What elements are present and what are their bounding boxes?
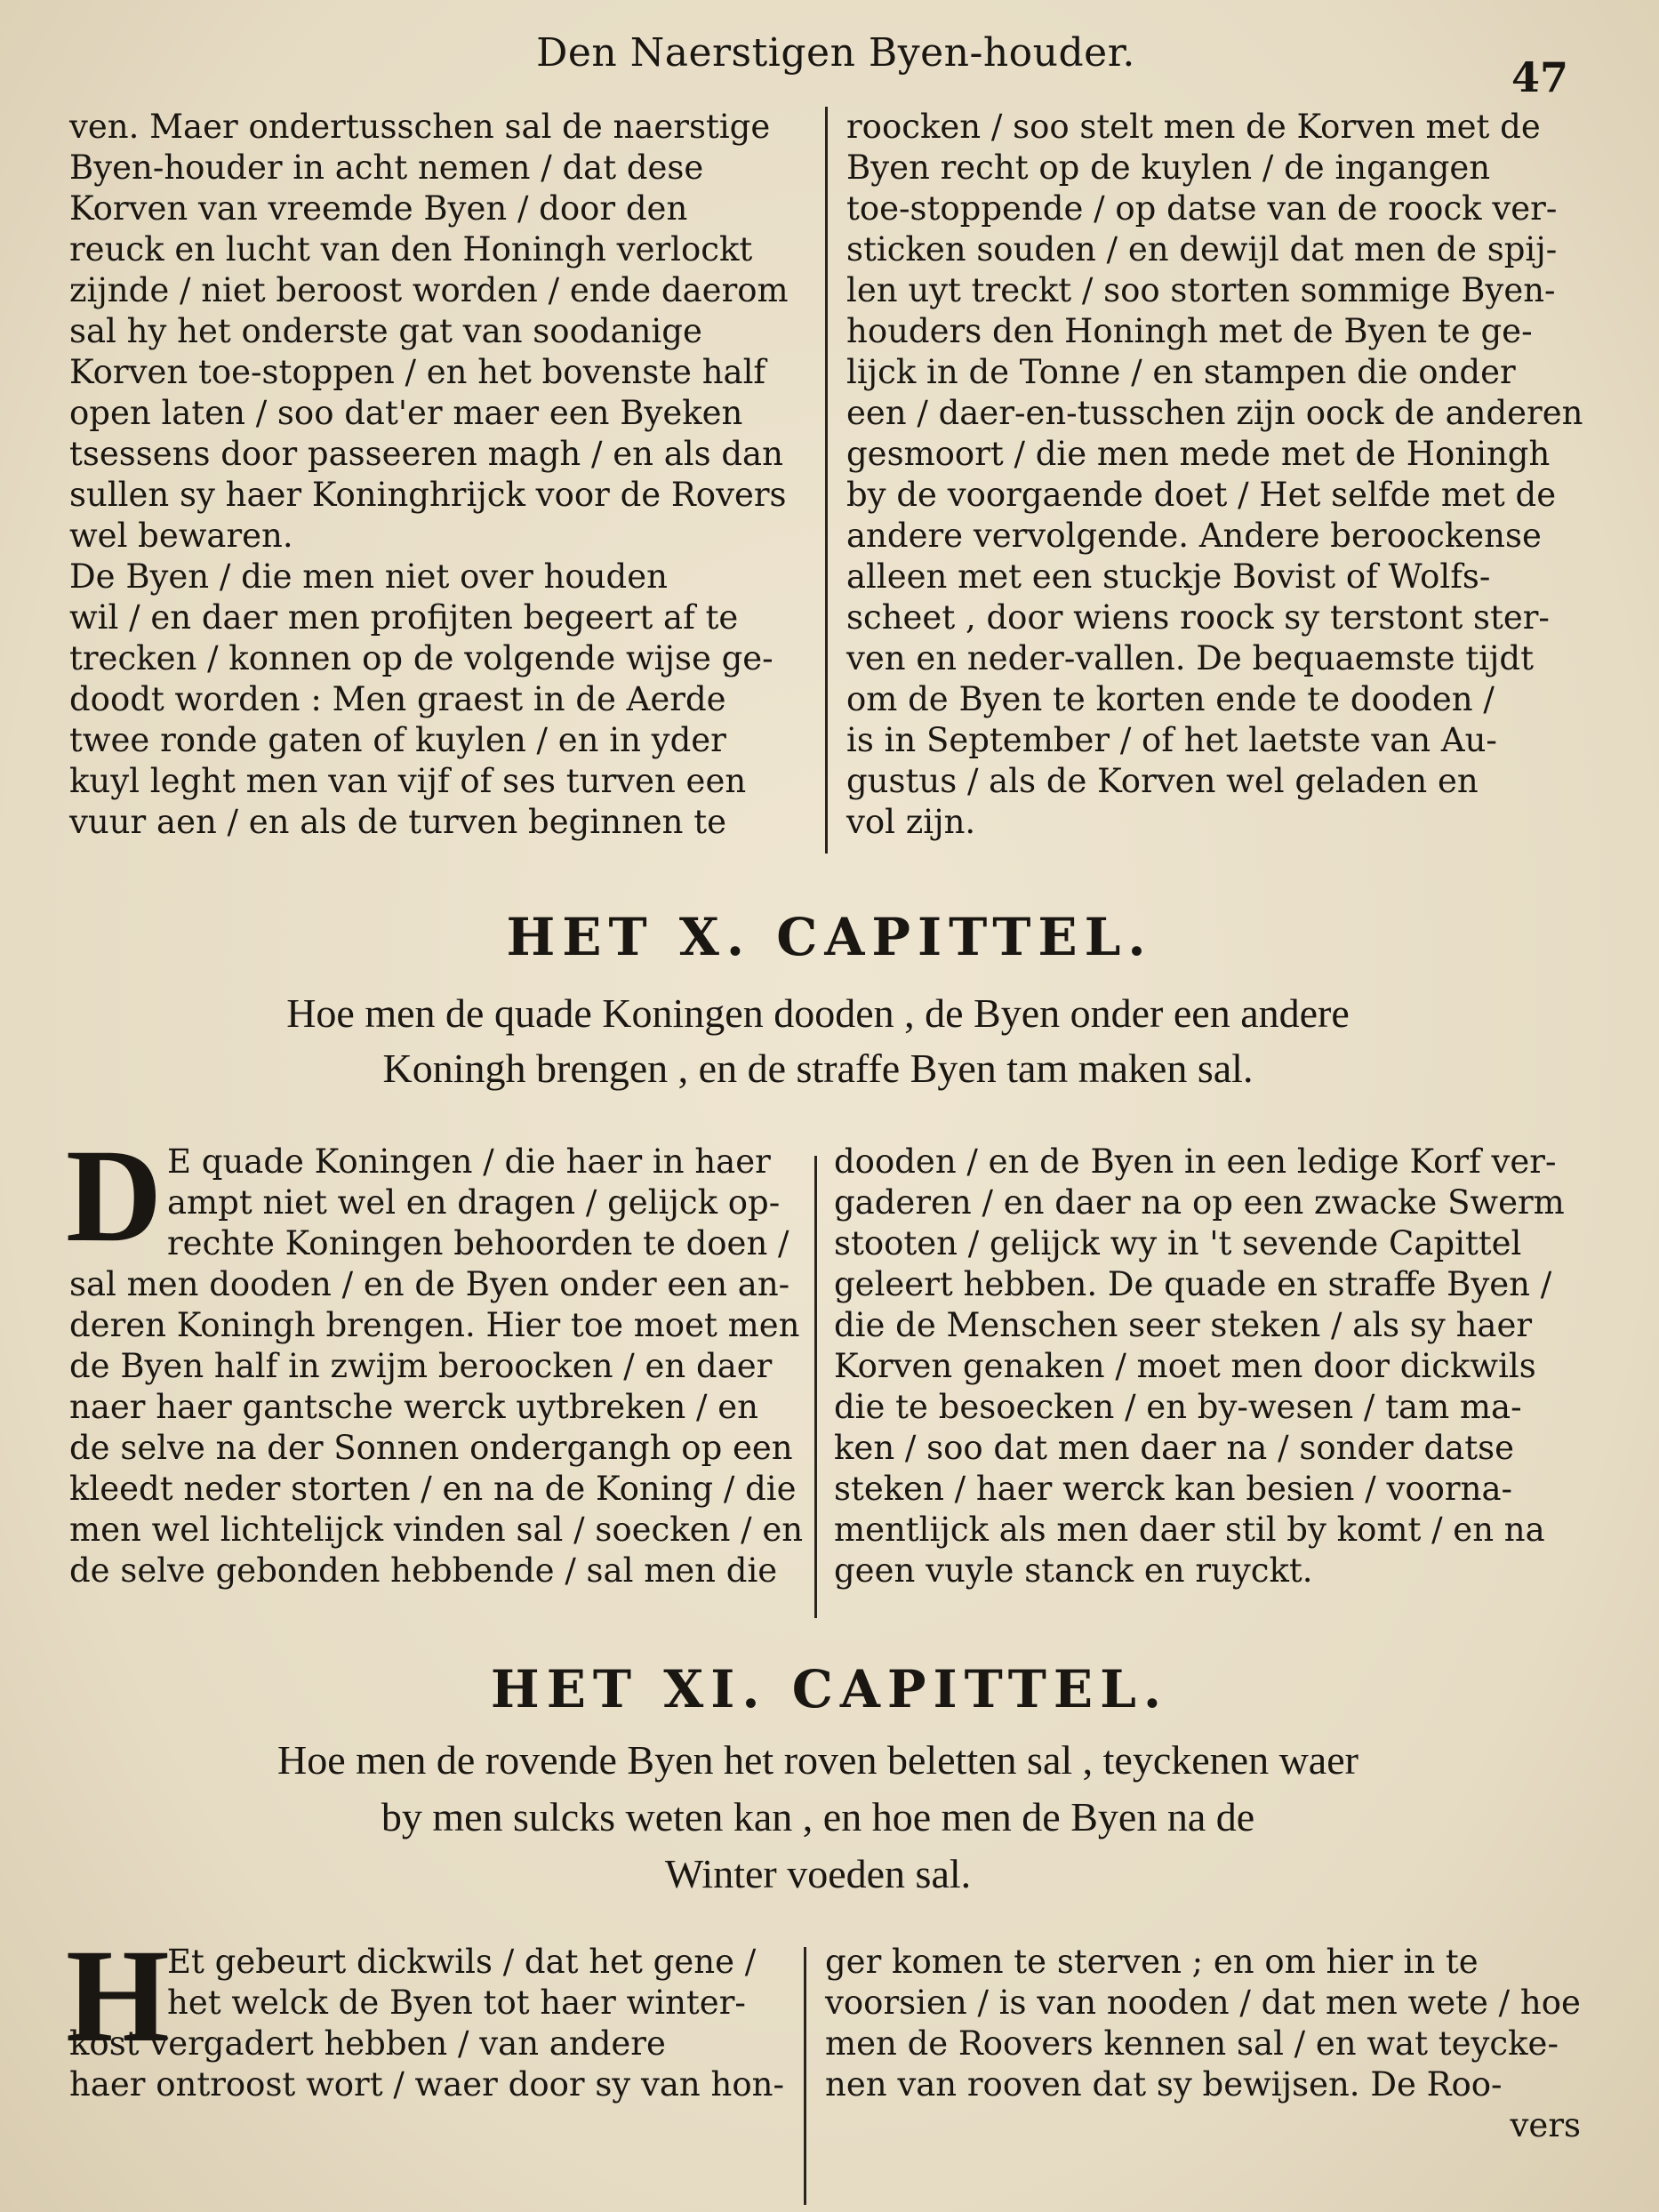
text-line: Byen recht op de kuylen / de ingangen bbox=[846, 148, 1491, 187]
text-line: wil / en daer men profijten begeert af te bbox=[69, 598, 739, 637]
text-line: sullen sy haer Koninghrijck voor de Rovers bbox=[69, 476, 787, 514]
top-left-column bbox=[69, 107, 807, 843]
text-line: open laten / soo dat'er maer een Byeken bbox=[69, 394, 743, 432]
text-line: deren Koningh brengen. Hier toe moet men bbox=[69, 1306, 800, 1344]
text-line: scheet , door wiens roock sy terstont ster- bbox=[846, 598, 1550, 637]
column-rule-top bbox=[825, 107, 828, 854]
text-line: sticken souden / en dewijl dat men de spij- bbox=[846, 230, 1558, 268]
text-line: voorsien / is van nooden / dat men wete / hoe bbox=[825, 1984, 1581, 2022]
text-line: stooten / gelijck wy in 't sevende Capittel bbox=[834, 1224, 1522, 1262]
text-line: steken / haer werck kan besien / voorna- bbox=[834, 1470, 1512, 1508]
text-line: houders den Honingh met de Byen te ge- bbox=[846, 312, 1533, 350]
text-line: ampt niet wel en dragen / gelijck op- bbox=[167, 1183, 781, 1222]
chapter-x-right-column bbox=[834, 1142, 1581, 1591]
text-line: vuur aen / en als de turven beginnen te bbox=[69, 803, 727, 841]
chapter-x-drop-cap: D bbox=[66, 1122, 163, 1270]
text-line: wel bewaren. bbox=[69, 517, 293, 555]
text-line: Byen-houder in acht nemen / dat dese bbox=[69, 148, 704, 187]
text-line: lijck in de Tonne / en stampen die onder bbox=[846, 353, 1516, 391]
chapter-xi-subtitle-line3: Winter voeden sal. bbox=[664, 1851, 972, 1896]
text-line: de selve gebonden hebbende / sal men die bbox=[69, 1551, 778, 1590]
text-line: kuyl leght men van vijf of ses turven een bbox=[69, 762, 747, 800]
text-line: Et gebeurt dickwils / dat het gene / bbox=[167, 1943, 757, 1981]
text-line: een / daer-en-tusschen zijn oock de anderen bbox=[846, 394, 1583, 432]
text-line: tsessens door passeeren magh / en als dan bbox=[69, 435, 783, 473]
text-line: twee ronde gaten of kuylen / en in yder bbox=[69, 721, 726, 759]
text-line: gaderen / en daer na op een zwacke Swerm bbox=[834, 1183, 1565, 1222]
text-line: De Byen / die men niet over houden bbox=[69, 557, 668, 596]
text-line: het welck de Byen tot haer winter- bbox=[167, 1984, 746, 2022]
text-line: is in September / of het laetste van Au- bbox=[846, 721, 1497, 759]
text-line: sal hy het onderste gat van soodanige bbox=[69, 312, 702, 350]
column-rule-chapter-x bbox=[814, 1156, 817, 1618]
text-line: de selve na der Sonnen ondergangh op een bbox=[69, 1429, 793, 1467]
chapter-xi-title: HET XI. CAPITTEL. bbox=[490, 1659, 1169, 1719]
text-line: len uyt treckt / soo storten sommige Byen- bbox=[846, 271, 1556, 309]
text-line: die de Menschen seer steken / als sy haer bbox=[834, 1306, 1533, 1344]
running-title: Den Naerstigen Byen-houder. bbox=[536, 30, 1135, 76]
text-line: haer ontroost wort / waer door sy van hon- bbox=[69, 2065, 784, 2104]
text-line: E quade Koningen / die haer in haer bbox=[167, 1142, 771, 1181]
text-line: men wel lichtelijck vinden sal / soecken / en bbox=[69, 1511, 804, 1549]
text-line: Korven van vreemde Byen / door den bbox=[69, 189, 688, 228]
chapter-x-subtitle-line2: Koningh brengen , en de straffe Byen tam maken sal. bbox=[382, 1046, 1254, 1091]
text-line: vol zijn. bbox=[846, 803, 976, 841]
text-line: gesmoort / die men mede met de Honingh bbox=[846, 435, 1551, 473]
text-line: ger komen te sterven ; en om hier in te bbox=[825, 1943, 1479, 1981]
chapter-xi-subtitle-line1: Hoe men de rovende Byen het roven beletten sal , teyckenen waer bbox=[277, 1737, 1358, 1783]
text-line: ven en neder-vallen. De bequaemste tijdt bbox=[846, 639, 1534, 677]
text-line: zijnde / niet beroost worden / ende daerom bbox=[69, 271, 789, 309]
text-line: gustus / als de Korven wel geladen en bbox=[846, 762, 1479, 800]
text-line: rechte Koningen behoorden te doen / bbox=[167, 1224, 789, 1262]
text-line: Korven genaken / moet men door dickwils bbox=[834, 1347, 1536, 1385]
text-line: trecken / konnen op de volgende wijse ge- bbox=[69, 639, 773, 677]
chapter-xi-subtitle-line2: by men sulcks weten kan , en hoe men de Byen na de bbox=[381, 1794, 1255, 1839]
text-line: die te besoecken / en by-wesen / tam ma- bbox=[834, 1388, 1522, 1426]
text-line: alleen met een stuckje Bovist of Wolfs- bbox=[846, 557, 1491, 596]
chapter-x-subtitle-line1: Hoe men de quade Koningen dooden , de Byen onder een andere bbox=[286, 990, 1350, 1036]
text-line: ven. Maer ondertusschen sal de naerstige bbox=[69, 108, 771, 146]
text-line: men de Roovers kennen sal / en wat teycke- bbox=[825, 2024, 1559, 2063]
chapter-xi-right-column bbox=[825, 1942, 1581, 2146]
text-line: reuck en lucht van den Honingh verlockt bbox=[69, 230, 753, 268]
text-line: ken / soo dat men daer na / sonder datse bbox=[834, 1429, 1514, 1467]
text-line: Korven toe-stoppen / en het bovenste half bbox=[69, 353, 766, 391]
chapter-x-left-column bbox=[69, 1142, 804, 1591]
chapter-x-title: HET X. CAPITTEL. bbox=[506, 907, 1153, 967]
column-rule-chapter-xi bbox=[804, 1947, 806, 2205]
page-number: 47 bbox=[1511, 53, 1569, 101]
text-line: toe-stoppende / op datse van de roock ver- bbox=[846, 189, 1558, 228]
text-line: doodt worden : Men graest in de Aerde bbox=[69, 680, 726, 718]
text-line: geleert hebben. De quade en straffe Byen / bbox=[834, 1265, 1552, 1303]
chapter-xi-drop-cap: H bbox=[66, 1922, 170, 2070]
text-line: de Byen half in zwijm beroocken / en daer bbox=[69, 1347, 773, 1385]
text-line: naer haer gantsche werck uytbreken / en bbox=[69, 1388, 758, 1426]
text-line: dooden / en de Byen in een ledige Korf ver- bbox=[834, 1142, 1557, 1181]
catchword: vers bbox=[1510, 2106, 1581, 2144]
text-line: sal men dooden / en de Byen onder een an- bbox=[69, 1265, 790, 1303]
text-line: nen van rooven dat sy bewijsen. De Roo- bbox=[825, 2065, 1503, 2104]
text-line: geen vuyle stanck en ruyckt. bbox=[834, 1551, 1313, 1590]
text-line: kleedt neder storten / en na de Koning / die bbox=[69, 1470, 797, 1508]
top-right-column bbox=[846, 107, 1584, 843]
text-line: by de voorgaende doet / Het selfde met de bbox=[846, 476, 1557, 514]
text-line: andere vervolgende. Andere beroockense bbox=[846, 517, 1542, 555]
text-line: roocken / soo stelt men de Korven met de bbox=[846, 108, 1541, 146]
text-line: mentlijck als men daer stil by komt / en na bbox=[834, 1511, 1545, 1549]
text-line: om de Byen te korten ende te dooden / bbox=[846, 680, 1495, 718]
text-line: kost vergadert hebben / van andere bbox=[69, 2024, 666, 2063]
chapter-xi-left-column bbox=[69, 1942, 797, 2105]
